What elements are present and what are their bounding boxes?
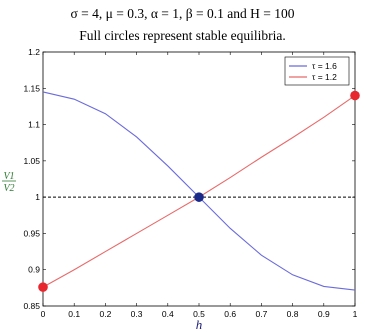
equilibrium-point-2 (350, 91, 360, 101)
caption-line-2: Full circles represent stable equilibria. (79, 28, 286, 43)
legend-label-2: τ = 1.2 (312, 72, 337, 82)
x-tick-label: 0.9 (317, 309, 330, 319)
y-axis-label-denominator: V2 (3, 183, 15, 194)
y-tick-label: 0.9 (28, 264, 40, 275)
x-tick-label: 0 (40, 309, 46, 319)
y-tick-label: 1.05 (23, 155, 40, 166)
y-tick-label: 1.1 (28, 119, 40, 130)
y-tick-label: 1.2 (28, 47, 40, 57)
plot-frame (43, 52, 355, 306)
plot-area (43, 52, 355, 306)
equilibrium-point-1 (38, 282, 48, 292)
y-tick-label: 0.95 (23, 228, 40, 239)
y-tick-label: 1.15 (23, 83, 40, 94)
y-tick-label: 1 (35, 192, 40, 203)
legend (285, 57, 349, 85)
x-tick-label: 0.4 (161, 309, 174, 319)
equilibrium-point-3 (194, 192, 204, 202)
caption-line-1: σ = 4, μ = 0.3, α = 1, β = 0.1 and H = 100 (70, 6, 295, 21)
x-tick-label: 0.7 (255, 309, 268, 319)
x-tick-label: 0.1 (68, 309, 81, 319)
x-tick-label: 1 (352, 309, 358, 319)
x-tick-label: 0.5 (193, 309, 205, 319)
x-axis-label: h (195, 317, 203, 332)
x-tick-label: 0.6 (224, 309, 237, 319)
legend-label-1: τ = 1.6 (312, 61, 337, 71)
x-tick-label: 0.8 (286, 309, 299, 319)
y-tick-label: 0.85 (23, 301, 40, 311)
x-tick-label: 0.3 (130, 309, 143, 319)
y-axis-label (2, 171, 16, 194)
y-axis-label-numerator: V1 (3, 171, 15, 182)
x-tick-label: 0.2 (99, 309, 112, 319)
